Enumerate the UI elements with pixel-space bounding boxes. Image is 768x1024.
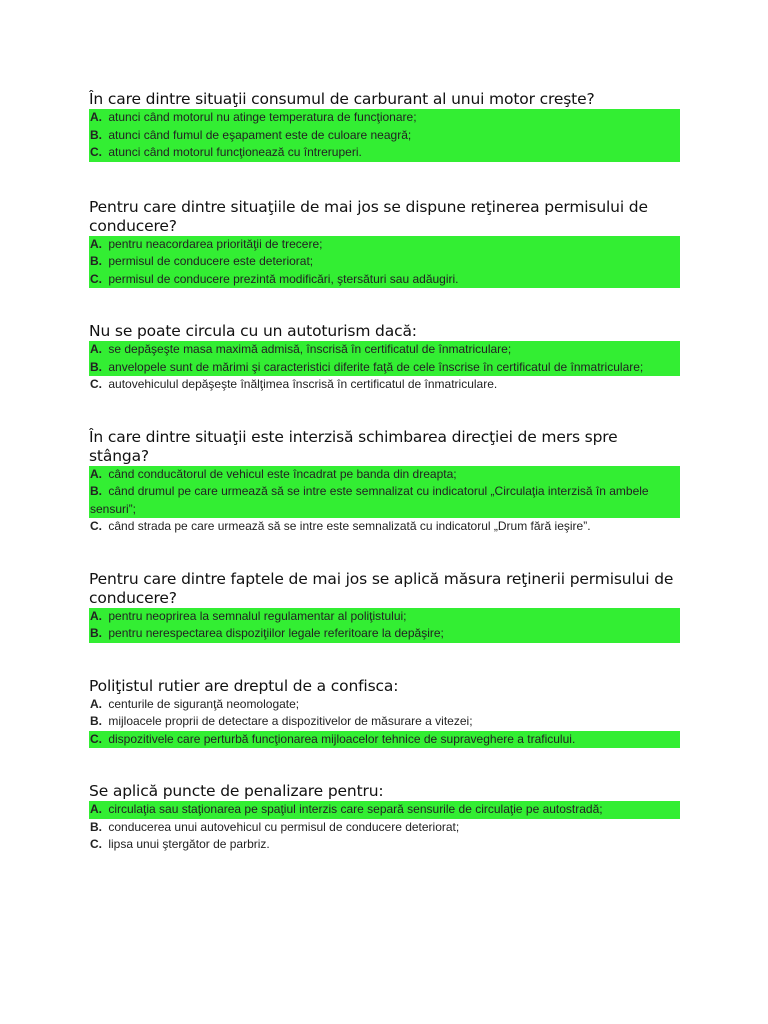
option-text: când drumul pe care urmează să se intre este semnalizat cu indicatorul „Circulaţia interzisă în ambele sensuri”; [90, 484, 649, 516]
document-page [89, 90, 680, 854]
option-text: atunci când fumul de eşapament este de culoare neagră; [108, 127, 412, 142]
answer-option-a [89, 696, 680, 714]
answer-list [89, 696, 680, 749]
question-7 [89, 782, 680, 854]
option-text: dispozitivele care perturbă funcţionarea mijloacelor tehnice de supraveghere a traficului. [108, 731, 576, 746]
option-letter: C. [90, 837, 102, 851]
option-text: atunci când motorul nu atinge temperatura de funcţionare; [108, 110, 417, 124]
answer-option-b [89, 127, 680, 145]
option-letter: B. [90, 127, 102, 142]
answer-option-c [89, 518, 680, 536]
option-text: se depăşeşte masa maximă admisă, înscrisă în certificatul de înmatriculare; [108, 342, 512, 356]
option-letter: B. [90, 714, 102, 728]
question-5 [89, 570, 680, 643]
option-text: anvelopele sunt de mărimi şi caracteristici diferite faţă de cele înscrise în certificatul de înmatriculare; [108, 359, 644, 374]
question-2 [89, 198, 680, 289]
answer-option-b [89, 625, 680, 643]
option-letter: A. [90, 110, 102, 124]
option-text: mijloacele proprii de detectare a dispozitivelor de măsurare a vitezei; [108, 714, 473, 728]
answer-option-a [89, 608, 680, 626]
option-letter: A. [90, 236, 102, 251]
answer-option-b [89, 359, 680, 377]
option-letter: A. [90, 802, 102, 816]
option-text: pentru neacordarea priorităţii de trecere; [108, 236, 323, 251]
option-letter: C. [90, 377, 102, 391]
answer-option-b [89, 253, 680, 271]
option-letter: C. [90, 519, 102, 533]
question-title: Poliţistul rutier are dreptul de a confisca: [89, 676, 399, 695]
option-text: pentru neoprirea la semnalul regulamentar al poliţistului; [108, 608, 407, 623]
option-letter: A. [90, 696, 102, 711]
answer-option-a [89, 236, 680, 254]
answer-option-c [89, 731, 680, 749]
answer-option-c [89, 144, 680, 162]
answer-option-b [89, 713, 680, 731]
question-title: Se aplică puncte de penalizare pentru: [89, 782, 384, 800]
answer-list [89, 801, 680, 854]
option-text: pentru nerespectarea dispoziţiilor legale referitoare la depăşire; [108, 626, 444, 640]
question-title: Pentru care dintre situaţiile de mai jos se dispune reţinerea permisului de conducere? [89, 197, 648, 235]
answer-option-c [89, 376, 680, 394]
option-text: autovehiculul depăşeşte înălţimea înscrisă în certificatul de înmatriculare. [108, 377, 498, 391]
question-title: În care dintre situaţii este interzisă schimbarea direcţiei de mers spre stânga? [89, 427, 618, 465]
option-text: centurile de siguranţă neomologate; [108, 696, 300, 711]
option-text: conducerea unui autovehicul cu permisul de conducere deteriorat; [108, 819, 460, 834]
answer-list [89, 341, 680, 394]
option-text: circulaţia sau staţionarea pe spaţiul interzis care separă sensurile de circulaţie pe autostradă; [108, 802, 603, 816]
question-title: Nu se poate circula cu un autoturism dacă: [89, 322, 417, 340]
question-1 [89, 90, 680, 162]
option-letter: A. [90, 608, 102, 623]
option-text: când strada pe care urmează să se intre este semnalizată cu indicatorul „Drum fără ieşire”. [108, 519, 591, 533]
option-text: când conducătorul de vehicul este încadrat pe banda din dreapta; [108, 466, 457, 481]
option-text: permisul de conducere prezintă modificări, ştersături sau adăugiri. [108, 271, 459, 286]
option-letter: B. [90, 819, 102, 834]
option-text: permisul de conducere este deteriorat; [108, 254, 314, 268]
option-letter: B. [90, 626, 102, 640]
option-letter: B. [90, 484, 102, 498]
question-6 [89, 677, 680, 749]
answer-list [89, 608, 680, 643]
answer-option-b [89, 819, 680, 837]
option-letter: A. [90, 342, 102, 356]
answer-option-c [89, 271, 680, 289]
answer-option-a [89, 109, 680, 127]
option-letter: C. [90, 731, 102, 746]
answer-option-a [89, 341, 680, 359]
answer-option-a [89, 466, 680, 484]
question-title: În care dintre situaţii consumul de carburant al unui motor creşte? [89, 90, 595, 108]
answer-option-b [89, 483, 680, 518]
question-title: Pentru care dintre faptele de mai jos se aplică măsura reţinerii permisului de conducere? [89, 569, 674, 607]
answer-list [89, 236, 680, 289]
question-4 [89, 428, 680, 536]
option-letter: C. [90, 145, 102, 159]
option-letter: B. [90, 359, 102, 374]
option-letter: A. [90, 466, 102, 481]
question-3 [89, 322, 680, 394]
option-letter: C. [90, 271, 102, 286]
answer-list [89, 109, 680, 162]
option-letter: B. [90, 254, 102, 268]
option-text: atunci când motorul funcţionează cu întreruperi. [108, 145, 362, 159]
option-text: lipsa unui ştergător de parbriz. [108, 837, 270, 851]
answer-list [89, 466, 680, 536]
answer-option-a [89, 801, 680, 819]
answer-option-c [89, 836, 680, 854]
